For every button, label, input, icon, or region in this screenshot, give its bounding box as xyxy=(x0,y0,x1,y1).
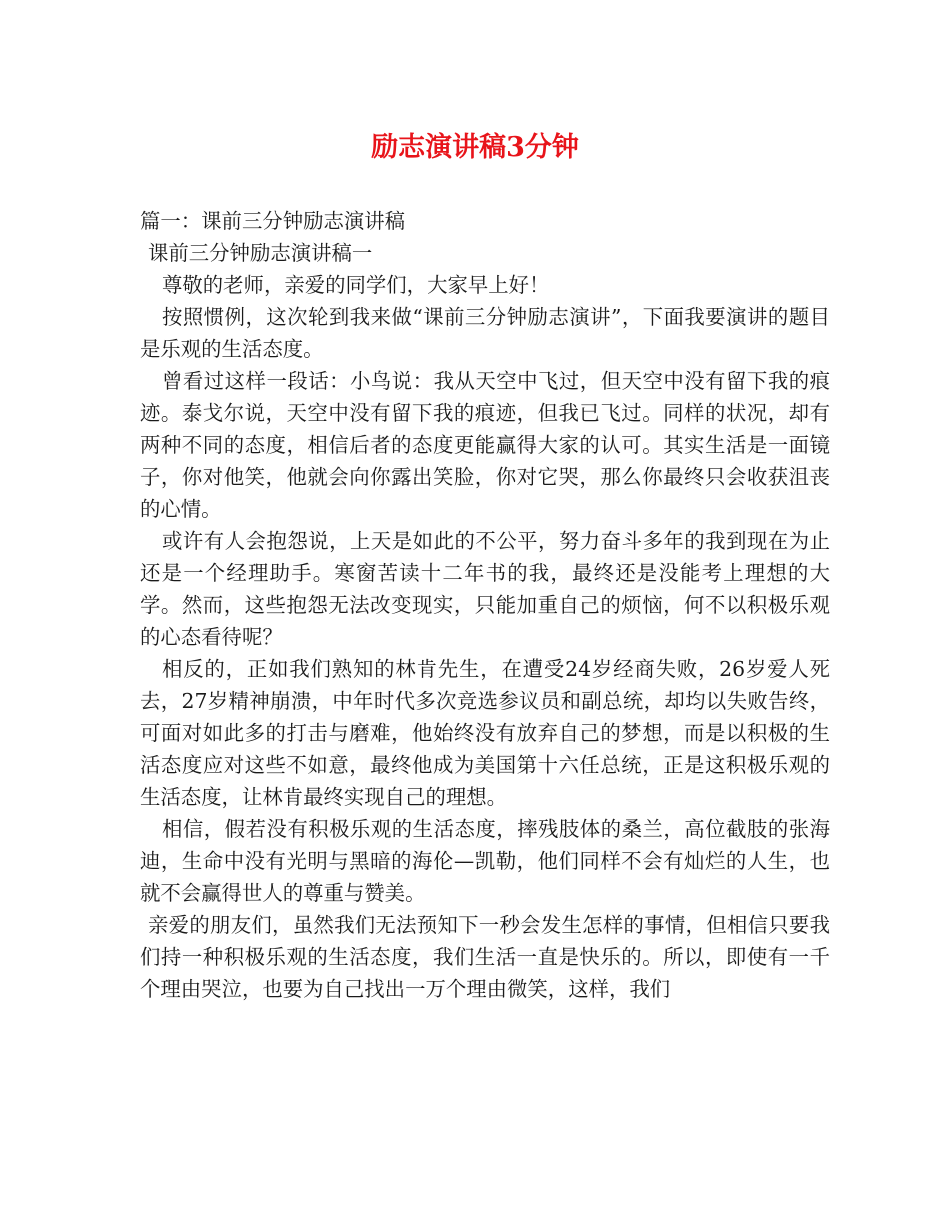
paragraph-bird-quote: 曾看过这样一段话：小鸟说：我从天空中飞过，但天空中没有留下我的痕迹。泰戈尔说，天空中没有留下我的痕迹，但我已飞过。同样的状况，却有两种不同的态度，相信后者的态度更能赢得大家的认可。其实生活是一面镜子，你对他笑，他就会向你露出笑脸，你对它哭，那么你最终只会收获沮丧的心情。 xyxy=(140,369,830,521)
document-title: 励志演讲稿3分钟 xyxy=(371,132,579,163)
paragraph-complaints: 或许有人会抱怨说，上天是如此的不公平，努力奋斗多年的我到现在为止还是一个经理助手。寒窗苦读十二年书的我，最终还是没能考上理想的大学。然而，这些抱怨无法改变现实，只能加重自己的烦恼，何不以积极乐观的心态看待呢？ xyxy=(140,529,830,649)
paragraph-lincoln: 相反的，正如我们熟知的林肯先生，在遭受24岁经商失败，26岁爱人死去，27岁精神崩溃，中年时代多次竞选参议员和副总统，却均以失败告终，可面对如此多的打击与磨难，他始终没有放弃自己的梦想，而是以积极的生活态度应对这些不如意，最终他成为美国第十六任总统，正是这积极乐观的生活态度，让林肯最终实现自己的理想。 xyxy=(140,657,830,809)
paragraph-conclusion: 亲爱的朋友们，虽然我们无法预知下一秒会发生怎样的事情，但相信只要我们持一种积极乐观的生活态度，我们生活一直是快乐的。所以，即使有一千个理由哭泣，也要为自己找出一万个理由微笑，这样，我们 xyxy=(140,913,830,1001)
paragraph-topic: 按照惯例，这次轮到我来做“课前三分钟励志演讲”，下面我要演讲的题目是乐观的生活态度。 xyxy=(140,305,830,361)
paragraph-greeting: 尊敬的老师，亲爱的同学们，大家早上好！ xyxy=(162,273,550,297)
paragraph-examples: 相信，假若没有积极乐观的生活态度，摔残肢体的桑兰，高位截肢的张海迪，生命中没有光明与黑暗的海伦—凯勒，他们同样不会有灿烂的人生，也就不会赢得世人的尊重与赞美。 xyxy=(140,817,830,905)
document-body xyxy=(140,205,830,1005)
subheading: 课前三分钟励志演讲稿一 xyxy=(148,241,373,265)
section-heading: 篇一：课前三分钟励志演讲稿 xyxy=(140,209,406,233)
